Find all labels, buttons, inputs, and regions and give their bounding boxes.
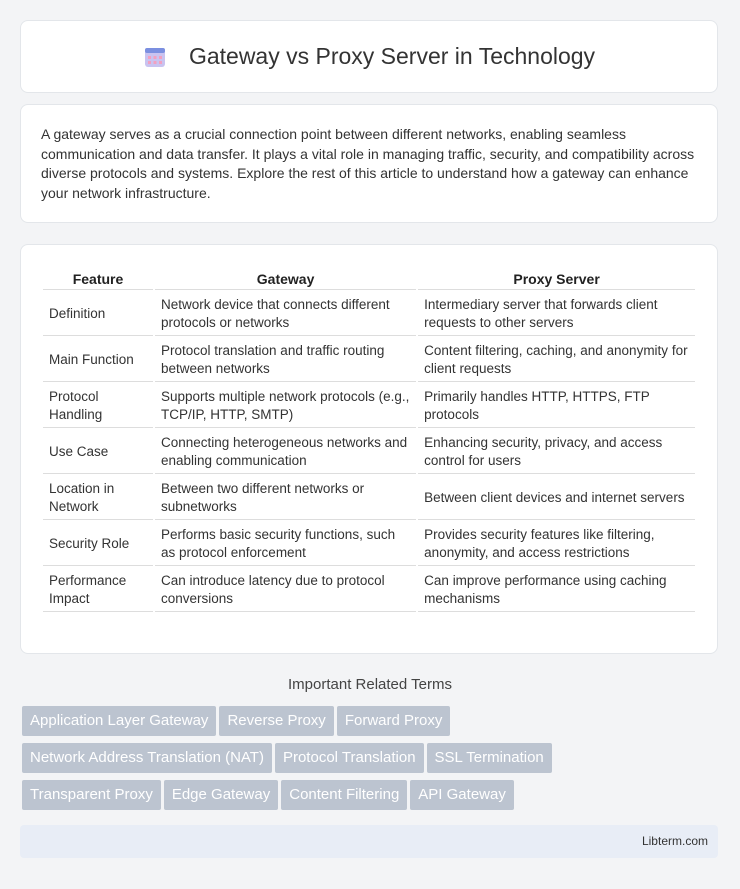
table-row xyxy=(43,430,695,474)
proxy-cell: Provides security features like filtering, anonymity, and access restrictions xyxy=(418,522,695,566)
tag-forward-proxy[interactable]: Forward Proxy xyxy=(337,706,451,736)
feature-cell: Use Case xyxy=(43,430,153,474)
tag-ssl-termination[interactable]: SSL Termination xyxy=(427,743,552,773)
proxy-cell: Enhancing security, privacy, and access control for users xyxy=(418,430,695,474)
proxy-cell: Between client devices and internet servers xyxy=(418,476,695,520)
gateway-cell: Connecting heterogeneous networks and enabling communication xyxy=(155,430,416,474)
proxy-cell: Primarily handles HTTP, HTTPS, FTP protocols xyxy=(418,384,695,428)
proxy-cell: Can improve performance using caching mechanisms xyxy=(418,568,695,612)
gateway-cell: Network device that connects different protocols or networks xyxy=(155,292,416,336)
intro-card xyxy=(20,104,718,223)
table-row xyxy=(43,522,695,566)
footer-site-link[interactable]: Libterm.com xyxy=(641,834,708,848)
table-header-row xyxy=(43,267,695,290)
header-gateway: Gateway xyxy=(155,267,416,290)
related-terms-title: Important Related Terms xyxy=(288,676,452,693)
proxy-cell: Intermediary server that forwards client requests to other servers xyxy=(418,292,695,336)
table-row xyxy=(43,476,695,520)
feature-cell: Location in Network xyxy=(43,476,153,520)
table-row xyxy=(43,292,695,336)
tag-protocol-translation[interactable]: Protocol Translation xyxy=(275,743,424,773)
footer xyxy=(20,825,718,858)
table-row xyxy=(43,338,695,382)
feature-cell: Security Role xyxy=(43,522,153,566)
feature-cell: Protocol Handling xyxy=(43,384,153,428)
feature-cell: Definition xyxy=(43,292,153,336)
tag-reverse-proxy[interactable]: Reverse Proxy xyxy=(219,706,333,736)
proxy-cell: Content filtering, caching, and anonymity for client requests xyxy=(418,338,695,382)
calendar-icon xyxy=(143,45,167,69)
table-row xyxy=(43,568,695,612)
tag-application-layer-gateway[interactable]: Application Layer Gateway xyxy=(22,706,216,736)
gateway-cell: Can introduce latency due to protocol conversions xyxy=(155,568,416,612)
feature-cell: Performance Impact xyxy=(43,568,153,612)
gateway-cell: Between two different networks or subnetworks xyxy=(155,476,416,520)
feature-cell: Main Function xyxy=(43,338,153,382)
gateway-cell: Performs basic security functions, such as protocol enforcement xyxy=(155,522,416,566)
header-proxy: Proxy Server xyxy=(418,267,695,290)
page-title: Gateway vs Proxy Server in Technology xyxy=(188,43,596,69)
header-feature: Feature xyxy=(43,267,153,290)
tag-transparent-proxy[interactable]: Transparent Proxy xyxy=(22,780,161,810)
comparison-table xyxy=(41,265,697,614)
gateway-cell: Supports multiple network protocols (e.g., TCP/IP, HTTP, SMTP) xyxy=(155,384,416,428)
tag-content-filtering[interactable]: Content Filtering xyxy=(281,780,407,810)
comparison-card xyxy=(20,244,718,654)
intro-text: A gateway serves as a crucial connection point between different networks, enabling seamless communication and data transfer. It plays a vital role in managing traffic, security, and compatibility across diverse protocols and systems. Explore the rest of this article to understand how a gateway can enhance your network infrastructure. xyxy=(41,126,695,201)
tag-nat[interactable]: Network Address Translation (NAT) xyxy=(22,743,272,773)
gateway-cell: Protocol translation and traffic routing between networks xyxy=(155,338,416,382)
table-row xyxy=(43,384,695,428)
header-card xyxy=(20,20,718,93)
tag-api-gateway[interactable]: API Gateway xyxy=(410,780,514,810)
related-terms-list xyxy=(22,706,722,817)
tag-edge-gateway[interactable]: Edge Gateway xyxy=(164,780,278,810)
